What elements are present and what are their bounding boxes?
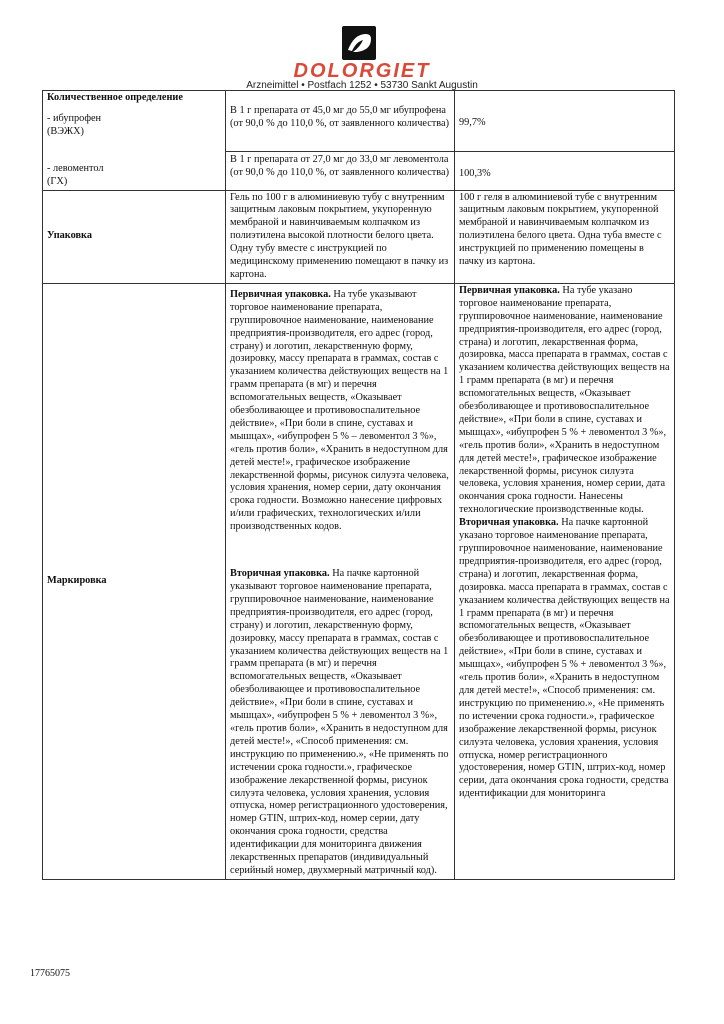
dolorgiet-logo-icon: [342, 26, 376, 60]
marking-title: Маркировка: [47, 574, 107, 586]
specification-table: [42, 90, 675, 880]
brand-name: DOLORGIET: [293, 60, 431, 82]
primary-packaging-text: На тубе указывают торговое наименование препарата, группировочное наименование, наименование предприятия-производителя, его адрес (город, страну) и логотип, лекарственную форму, дозировку, массу препарата в граммах, состав с указанием количества действующих веществ на 1 грамм препарата (в мг) и перечня вспомогательных веществ, «Оказывает обезболивающее и противовоспалительное действие», «При боли в спине, суставах и мышцах», «ибупрофен 5 % – левоментол 3 %», «гель против боли», «Хранить в недоступном для детей месте!», графическое изображение лекарственной формы, рисунок силуэта человека, условия хранения, номер серии, дату окончания срока годности. Возможно нанесение цифровых и/или графических, технологических и/или производственных кодов.: [230, 288, 449, 533]
ibuprofen-result: 99,7%: [455, 91, 674, 152]
page-header: [0, 0, 724, 91]
company-address: Arzneimittel • Postfach 1252 • 53730 Sankt Augustin: [246, 80, 478, 91]
packaging-title: Упаковка: [47, 230, 92, 242]
table-row-marking: [43, 283, 675, 879]
secondary-packaging-result: [459, 517, 670, 801]
primary-packaging-result: [459, 285, 670, 517]
secondary-packaging-spec: [230, 568, 450, 878]
marking-spec-cell: [226, 283, 455, 879]
primary-packaging-heading: Первичная упаковка.: [230, 288, 331, 300]
marking-result-cell: [455, 283, 675, 879]
secondary-packaging-heading: Вторичная упаковка.: [230, 568, 330, 580]
table-row-quantitative: [43, 91, 675, 191]
marking-label-cell: [43, 283, 226, 879]
packaging-label-cell: [43, 190, 226, 283]
quant-spec-cell: [226, 91, 455, 191]
packaging-spec-cell: [226, 190, 455, 283]
levomenthol-spec: В 1 г препарата от 27,0 мг до 33,0 мг левоментола (от 90,0 % до 110,0 %, от заявленного количества): [230, 154, 450, 178]
document-id: 17765075: [30, 968, 70, 979]
packaging-result-cell: [455, 190, 675, 283]
quant-result-cell: [455, 91, 675, 191]
secondary-result-text: На пачке картонной указано торговое наименование препарата, группировочное наименование, наименование предприятия-производителя, его адрес (город, страна) и логотип, лекарственная форма, дозировка. масса препарата в граммах, состав с указанием количества действующих веществ на 1 грамм препарата (в мг) и перечня вспомогательных веществ, «Оказывает обезболивающее и противовоспалительное действие», «При боли в спине, суставах и мышцах», «ибупрофен 5 % + левоментол 3 %», «гель против боли», «Хранить в недоступном для детей месте!», «Способ применения: см. инструкцию по применению.», «Не применять по истечении срока годности.», графическое изображение лекарственной формы, рисунок силуэта человека, условия хранения, условия отпуска, номер регистрационного удостоверения, номер GTIN, штрих-код, номер серии, дата окончания срока годности, средства идентификации для мониторинга: [459, 517, 670, 800]
quant-title: Количественное определение: [47, 92, 183, 103]
secondary-packaging-text: На пачке картонной указывают торговое наименование препарата, группировочное наименование, наименование предприятия-производителя, его адрес (город, страну) и логотип, лекарственную форму, дозировку, массу препарата в граммах, состав с указанием количества действующих веществ на 1 грамм препарата (в мг) и перечня вспомогательных веществ, «Оказывает обезболивающее и противовоспалительное действие», «При боли в спине, суставах и мышцах», «ибупрофен 5 % + левоментол 3 %», «гель против боли», «Хранить в недоступном для детей месте!», «Способ применения: см. инструкцию по применению.», «Не применять по истечении срока годности.», графическое изображение лекарственной формы, рисунок силуэта человека, условия хранения, условия отпуска, номер регистрационного удостоверения, номер GTIN, штрих-код, номер серии, дату окончания срока годности, средства идентификации для мониторинга движения лекарственных препаратов (индивидуальный серийный номер, двухмерный матричный код).: [230, 568, 449, 876]
primary-result-heading: Первичная упаковка.: [459, 284, 560, 296]
primary-result-text: На тубе указано торговое наименование препарата, группировочное наименование, наименование предприятия-производителя, его адрес (город, страна) и логотип, лекарственная форма, дозировка, масса препарата в граммах, состав с указанием количества действующих веществ на 1 грамм препарата (в мг) и перечня вспомогательных веществ, «Оказывает обезболивающее и противовоспалительное действие», «При боли в спине, суставах и мышцах», «ибупрофен 5 % + левоментол 3 %», «гель против боли», «Хранить в недоступном для детей месте!», графическое изображение лекарственной формы, рисунок силуэта человека, условия хранения, номер серии, дата окончания срока годности. Нанесены технологические производственные коды.: [459, 284, 670, 516]
packaging-result: 100 г геля в алюминиевой тубе с внутренним защитным лаковым покрытием, укупоренной мембраной и навинчиваемым колпачком из полиэтилена белого цвета. Одна туба вместе с инструкцией по применению помещены в пачку из картона.: [459, 191, 662, 268]
table-row-packaging: [43, 190, 675, 283]
ibuprofen-spec: В 1 г препарата от 45,0 мг до 55,0 мг ибупрофена (от 90,0 % до 110,0 %, от заявленного количества): [226, 91, 454, 152]
primary-packaging-spec: [230, 285, 450, 534]
secondary-result-heading: Вторичная упаковка.: [459, 517, 559, 529]
packaging-spec: Гель по 100 г в алюминиевую тубу с внутренним защитным лаковым покрытием, укупоренную мембраной и навинчиваемым колпачком из полиэтилена высокой плотности белого цвета. Одну тубу вместе с инструкцией по медицинскому применению помещают в пачку из картона.: [230, 191, 449, 280]
ibuprofen-label: - ибупрофен (ВЭЖХ): [47, 112, 102, 137]
levomenthol-label: - левоментол (ГХ): [47, 162, 104, 187]
quant-label-cell: [43, 91, 226, 191]
levomenthol-result: 100,3%: [459, 168, 491, 179]
